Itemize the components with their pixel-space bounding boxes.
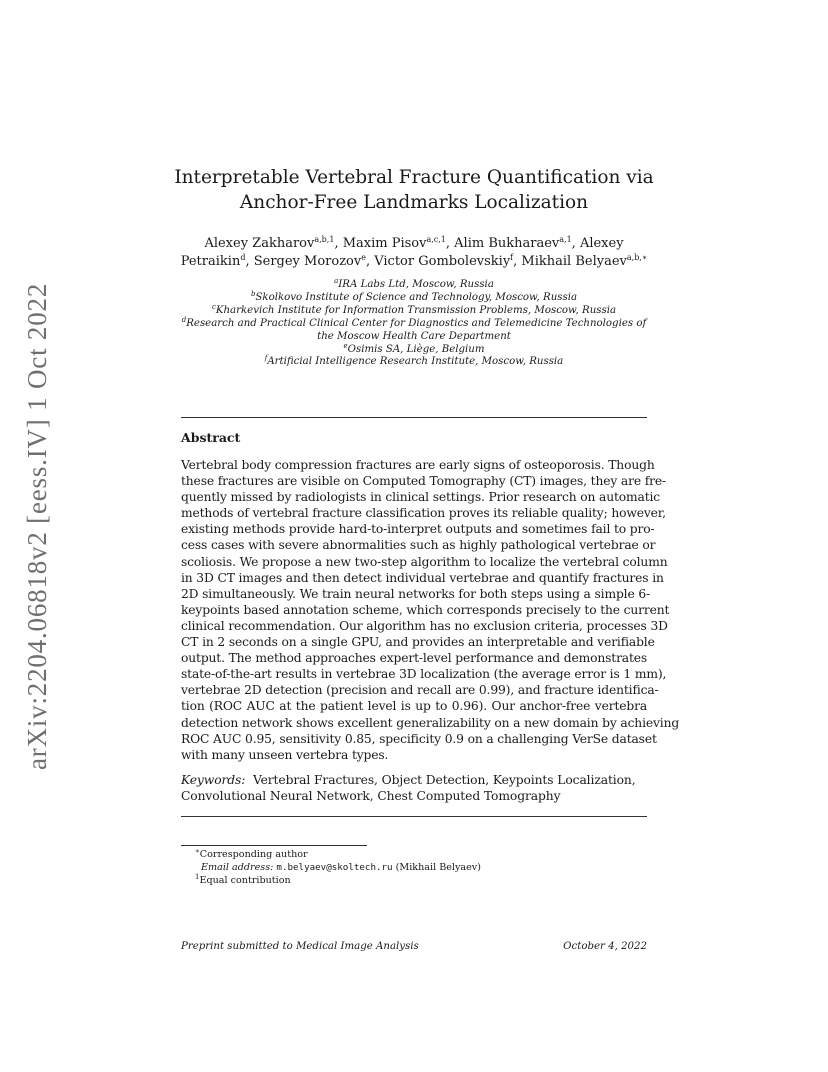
author-affiliation-mark: a,1	[559, 235, 572, 244]
abstract-line: tion (ROC AUC at the patient level is up to 0.96). Our anchor-free vertebra	[181, 699, 647, 714]
arxiv-identifier-stamp: arXiv:2204.06818v2 [eess.IV] 1 Oct 2022	[22, 282, 52, 770]
abstract-line: 2D simultaneously. We train neural networks for both steps using a simple 6-	[181, 586, 651, 601]
affiliation-line	[150, 341, 678, 357]
authors-line-1: Alexey Zakharov$^{a,b,1}$, Maxim Pisov$^{a,c,1}$, Alim Bukharaev$^{a,1}$, Alexey	[204, 235, 624, 251]
author-affiliation-mark: e	[361, 253, 366, 262]
keywords-block	[181, 772, 647, 804]
abstract-body	[181, 457, 680, 763]
footnote-corresponding-text: Corresponding author	[199, 849, 308, 860]
author-name: Sergey Morozov	[253, 254, 362, 269]
author-affiliation-mark: a,b,1	[314, 235, 335, 244]
author-affiliation-mark: a,c,1	[426, 235, 446, 244]
author-affiliation-mark: f	[510, 253, 514, 262]
author-name: Alexey	[579, 236, 624, 251]
footnote-equal-mark: 1	[195, 872, 200, 881]
keywords-label: Keywords:	[181, 773, 246, 787]
affiliation-line	[150, 289, 678, 305]
abstract-bottom-rule	[181, 816, 647, 817]
title-line-2: Anchor-Free Landmarks Localization	[239, 192, 589, 213]
affiliation-line	[150, 279, 678, 292]
author-affiliation-mark: d	[240, 253, 246, 262]
abstract-line: methods of vertebral fracture classification proves its reliable quality; however,	[181, 506, 666, 521]
affiliation-mark: b	[250, 289, 256, 298]
affiliation-text: Osimis SA, Liège, Belgium	[347, 343, 485, 355]
affiliation-mark: e	[343, 341, 348, 350]
abstract-line: state-of-the-art results in vertebrae 3D localization (the average error is 1 mm),	[181, 667, 667, 682]
abstract-line: in 3D CT images and then detect individual vertebrae and quantify fractures in	[181, 570, 664, 585]
affiliation-text: Research and Practical Clinical Center for Diagnostics and Telemedicine Technologies of	[186, 317, 647, 329]
abstract-line: output. The method approaches expert-level performance and demonstrates	[181, 651, 648, 666]
abstract-line: cess cases with severe abnormalities such as highly pathological vertebrae or	[181, 538, 656, 553]
affiliation-text: the Moscow Health Care Department	[317, 330, 511, 342]
author-name: Alim Bukharaev	[454, 236, 560, 251]
author-name: Petraikin	[180, 254, 241, 269]
email-label: Email address:	[201, 861, 274, 873]
keywords-text-1: Vertebral Fractures, Object Detection, Keypoints Localization,	[252, 773, 636, 787]
footer-date: October 4, 2022	[563, 941, 647, 952]
author-list	[150, 235, 678, 271]
keywords-line-2: Convolutional Neural Network, Chest Computed Tomography	[181, 789, 561, 804]
abstract-line: Vertebral body compression fractures are early signs of osteoporosis. Though	[181, 458, 655, 472]
affiliation-text: Skolkovo Institute of Science and Technology, Moscow, Russia	[255, 291, 578, 303]
affiliation-mark: a	[334, 277, 339, 285]
abstract-line: these fractures are visible on Computed Tomography (CT) images, they are fre-	[181, 474, 666, 489]
affiliations	[150, 279, 678, 369]
abstract-line: vertebrae 2D detection (precision and recall are 0.99), and fracture identifica-	[181, 683, 659, 698]
abstract-line: quently missed by radiologists in clinical settings. Prior research on automatic	[181, 490, 661, 505]
affiliation-line	[150, 315, 678, 331]
footnote-corresponding-mark: ∗	[195, 847, 200, 855]
keywords-line-1	[181, 772, 647, 788]
affiliation-line	[150, 331, 678, 344]
affiliation-text: IRA Labs Ltd, Moscow, Russia	[338, 279, 494, 290]
author-affiliation-mark: a,b,∗	[626, 253, 648, 262]
abstract-line: ROC AUC 0.95, sensitivity 0.85, specificity 0.9 on a challenging VerSe dataset	[181, 731, 657, 746]
email-link[interactable]: m.belyaev@skoltech.ru	[276, 861, 393, 873]
footnote-equal-contribution	[195, 872, 481, 888]
footnote-rule	[181, 845, 367, 846]
authors-line-2: Petraikin$^d$, Sergey Morozov$^e$, Victor Gombolevskiy$^f$, Mikhail Belyaev$^{a,b,∗}$	[180, 253, 648, 269]
abstract-line: keypoints based annotation scheme, which corresponds precisely to the current	[181, 602, 670, 617]
affiliation-mark: d	[181, 315, 187, 324]
title-line-1: Interpretable Vertebral Fracture Quantification via	[174, 167, 654, 188]
abstract-line: existing methods provide hard-to-interpret outputs and sometimes fail to pro-	[181, 522, 655, 537]
email-owner: (Mikhail Belyaev)	[395, 861, 481, 873]
author-name: Maxim Pisov	[342, 236, 427, 251]
abstract-line: clinical recommendation. Our algorithm has no exclusion criteria, processes 3D	[181, 618, 668, 633]
author-name: Mikhail Belyaev	[521, 254, 627, 269]
footnote-corresponding	[195, 849, 481, 862]
affiliation-mark: c	[211, 302, 216, 311]
abstract-top-rule	[181, 417, 647, 418]
abstract-line: with many unseen vertebra types.	[181, 747, 389, 762]
footnote-equal-text: Equal contribution	[199, 874, 291, 886]
author-name: Victor Gombolevskiy	[374, 254, 511, 269]
abstract-line: CT in 2 seconds on a single GPU, and provides an interpretable and verifiable	[181, 635, 655, 650]
footer-preprint-note: Preprint submitted to Medical Image Analysis	[181, 941, 419, 952]
author-name: Alexey Zakharov	[204, 236, 315, 251]
abstract-heading: Abstract	[181, 430, 241, 445]
abstract-line: detection network shows excellent generalizability on a new domain by achieving	[181, 715, 680, 730]
footnote-email	[195, 862, 481, 875]
affiliation-line	[150, 302, 678, 318]
affiliation-text: Artificial Intelligence Research Institute, Moscow, Russia	[267, 356, 564, 368]
paper-title	[150, 165, 678, 215]
affiliation-mark: f	[264, 354, 268, 363]
abstract-line: scoliosis. We propose a new two-step algorithm to localize the vertebral column	[181, 554, 668, 569]
footnotes	[195, 849, 481, 887]
affiliation-line	[150, 356, 678, 369]
affiliation-text: Kharkevich Institute for Information Transmission Problems, Moscow, Russia	[215, 304, 617, 316]
